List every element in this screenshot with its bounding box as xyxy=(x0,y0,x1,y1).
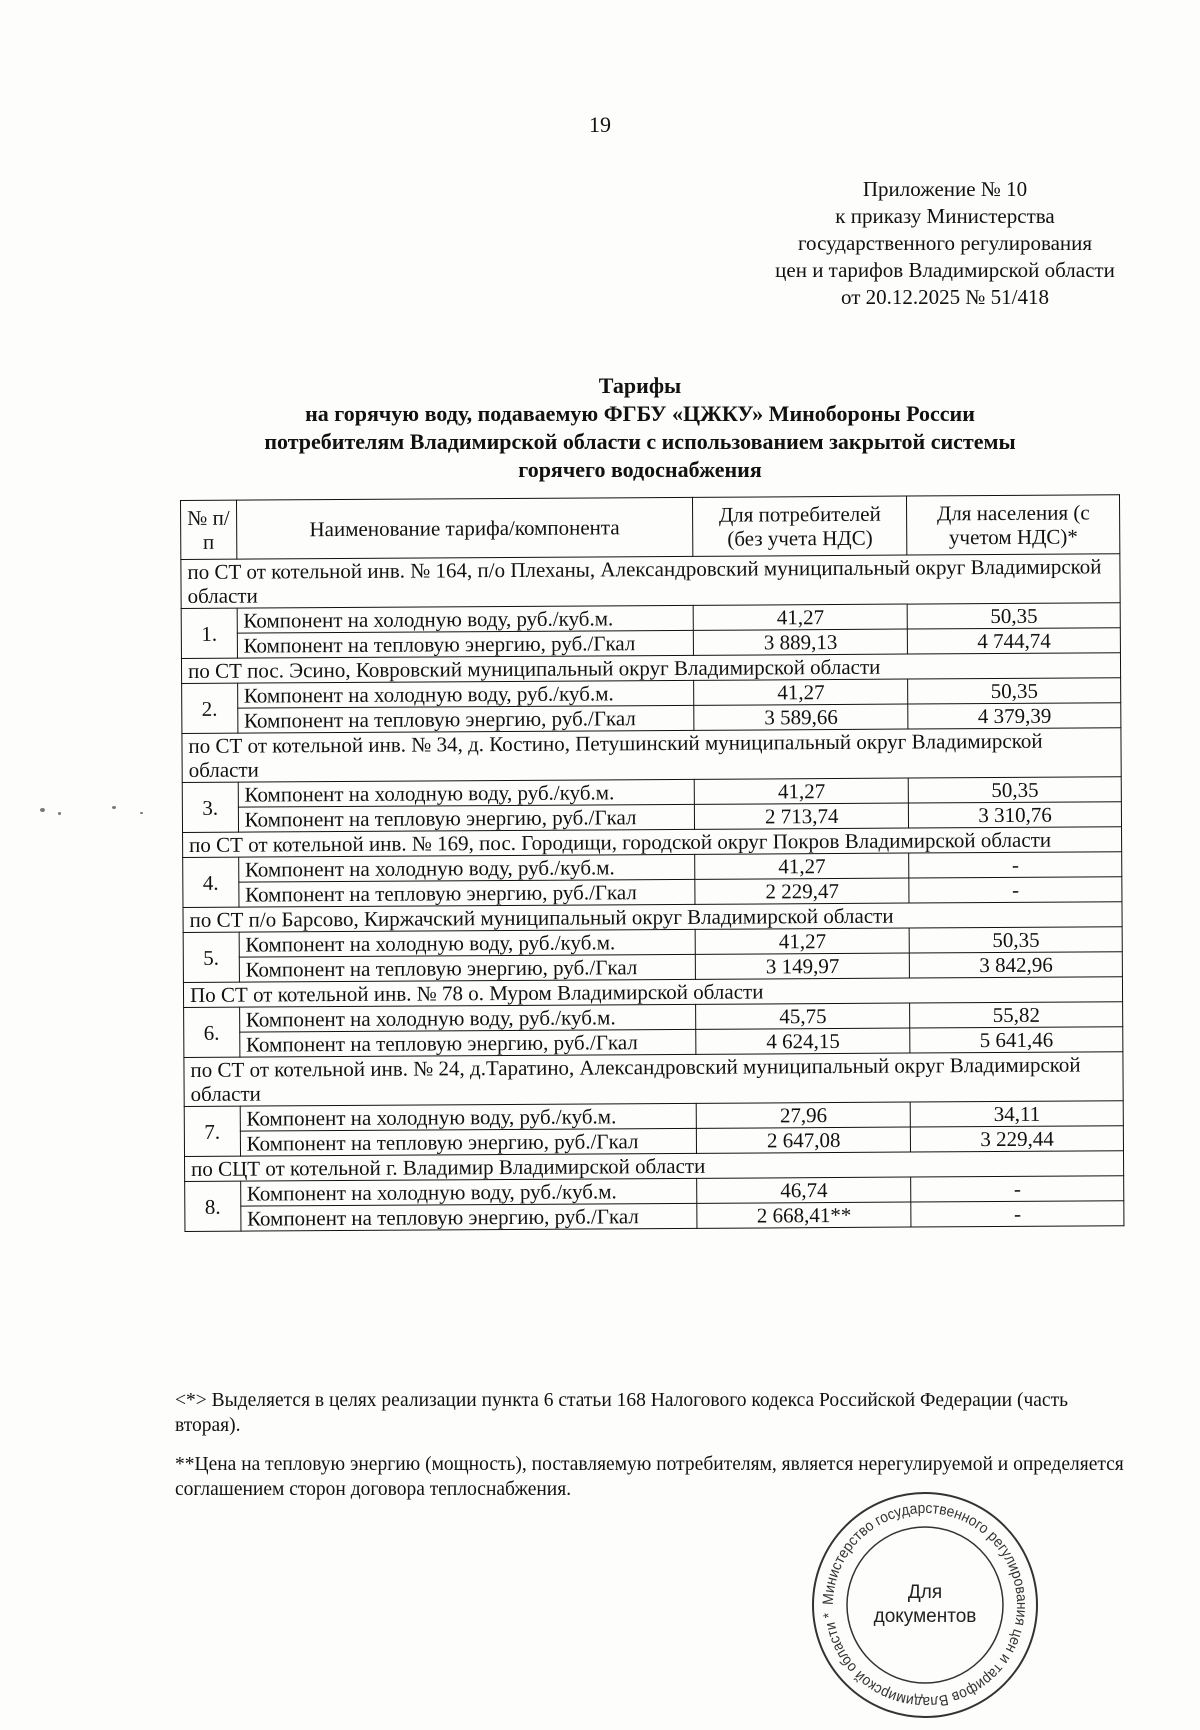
population-value: 34,11 xyxy=(911,1101,1124,1127)
section-title: по СТ п/о Барсово, Киржачский муниципальный округ Владимирской области xyxy=(183,902,1122,933)
stamp xyxy=(805,1485,1045,1725)
component-name: Компонент на холодную воду, руб./куб.м. xyxy=(238,854,695,882)
component-name: Компонент на холодную воду, руб./куб.м. xyxy=(237,605,694,633)
stamp-ring-text: Министерство государственного регулирования цен и тарифов Владимирской области * xyxy=(819,1499,1031,1711)
population-value: - xyxy=(911,1201,1124,1227)
component-name: Компонент на холодную воду, руб./куб.м. xyxy=(240,1103,697,1131)
row-number: 1. xyxy=(181,608,237,658)
stamp-line: документов xyxy=(873,1606,977,1627)
section-title: по СТ от котельной инв. № 24, д.Таратино, Александровский муниципальный округ Владимирской области xyxy=(184,1052,1123,1107)
tariff-table xyxy=(180,494,1124,1232)
population-value: 55,82 xyxy=(910,1002,1123,1028)
header-num: № п/п xyxy=(181,500,237,559)
population-value: 3 310,76 xyxy=(909,802,1122,828)
table-body xyxy=(181,554,1124,1232)
consumers-value: 41,27 xyxy=(695,853,909,879)
consumers-value: 45,75 xyxy=(696,1003,910,1029)
consumers-value: 27,96 xyxy=(696,1102,910,1128)
footnote: <*> Выделяется в целях реализации пункта 6 статьи 168 Налогового кодекса Российской Федерации (часть вторая). xyxy=(175,1390,1069,1436)
scan-speck xyxy=(40,808,45,812)
consumers-value: 41,27 xyxy=(694,679,908,705)
consumers-value: 2 229,47 xyxy=(695,878,909,904)
population-value: 4 744,74 xyxy=(908,628,1121,654)
title-line: Тарифы xyxy=(598,373,682,398)
component-name: Компонент на холодную воду, руб./куб.м. xyxy=(238,779,695,807)
component-name: Компонент на тепловую энергию, руб./Гкал xyxy=(239,1029,696,1057)
table-header-row xyxy=(181,495,1120,560)
appendix-block xyxy=(720,176,1170,311)
component-name: Компонент на тепловую энергию, руб./Гкал xyxy=(237,630,694,658)
component-name: Компонент на тепловую энергию, руб./Гкал xyxy=(237,705,694,733)
header-name: Наименование тарифа/компонента xyxy=(236,497,693,559)
component-name: Компонент на холодную воду, руб./куб.м. xyxy=(237,680,694,708)
table-row xyxy=(185,1201,1124,1232)
component-name: Компонент на тепловую энергию, руб./Гкал xyxy=(238,804,695,832)
section-title: По СТ от котельной инв. № 78 о. Муром Владимирской области xyxy=(183,977,1122,1008)
scan-speck xyxy=(140,812,143,814)
title-line: горячего водоснабжения xyxy=(518,457,762,482)
population-value: - xyxy=(911,1176,1124,1202)
component-name: Компонент на холодную воду, руб./куб.м. xyxy=(239,929,696,957)
population-value: 3 842,96 xyxy=(910,952,1123,978)
population-value: 4 379,39 xyxy=(908,703,1121,729)
consumers-value: 3 149,97 xyxy=(695,953,909,979)
row-number: 2. xyxy=(182,683,238,733)
component-name: Компонент на тепловую энергию, руб./Гкал xyxy=(240,1128,697,1156)
row-number: 6. xyxy=(184,1007,240,1057)
row-number: 4. xyxy=(183,857,239,907)
section-row xyxy=(182,728,1121,783)
scan-speck xyxy=(112,806,116,809)
consumers-value: 2 713,74 xyxy=(694,803,908,829)
component-name: Компонент на тепловую энергию, руб./Гкал xyxy=(240,1203,697,1231)
population-value: 50,35 xyxy=(909,777,1122,803)
consumers-value: 3 589,66 xyxy=(694,704,908,730)
row-number: 5. xyxy=(183,932,239,982)
consumers-value: 3 889,13 xyxy=(693,629,907,655)
appendix-line: Приложение № 10 xyxy=(862,177,1028,201)
population-value: 5 641,46 xyxy=(910,1027,1123,1053)
consumers-value: 46,74 xyxy=(697,1177,911,1203)
section-row xyxy=(184,1052,1123,1107)
component-name: Компонент на холодную воду, руб./куб.м. xyxy=(239,1004,696,1032)
component-name: Компонент на тепловую энергию, руб./Гкал xyxy=(239,954,696,982)
title-line: на горячую воду, подаваемую ФГБУ «ЦЖКУ» Минобороны России xyxy=(305,401,975,426)
stamp-center-text xyxy=(805,1581,1045,1629)
row-number: 3. xyxy=(182,782,238,832)
component-name: Компонент на холодную воду, руб./куб.м. xyxy=(240,1178,697,1206)
section-title: по СТ пос. Эсино, Ковровский муниципальный округ Владимирской области xyxy=(181,653,1120,684)
consumers-value: 2 647,08 xyxy=(696,1127,910,1153)
population-value: - xyxy=(909,852,1122,878)
population-value: 50,35 xyxy=(910,927,1123,953)
section-row xyxy=(181,554,1120,609)
consumers-value: 41,27 xyxy=(694,778,908,804)
consumers-value: 4 624,15 xyxy=(696,1028,910,1054)
stamp-line: Для xyxy=(907,1582,943,1603)
appendix-line: цен и тарифов Владимирской области xyxy=(775,258,1115,282)
population-value: 3 229,44 xyxy=(911,1126,1124,1152)
consumers-value: 41,27 xyxy=(695,928,909,954)
section-title: по СТ от котельной инв. № 34, д. Костино, Петушинский муниципальный округ Владимирской области xyxy=(182,728,1121,783)
footnote: **Цена на тепловую энергию (мощность), поставляемую потребителям, является нерегулируемой и определяется соглашением сторон договора теплоснабжения. xyxy=(175,1454,1124,1500)
component-name: Компонент на тепловую энергию, руб./Гкал xyxy=(238,879,695,907)
title-line: потребителям Владимирской области с использованием закрытой системы xyxy=(264,429,1016,454)
population-value: - xyxy=(909,877,1122,903)
appendix-line: к приказу Министерства xyxy=(835,204,1055,228)
header-consumers: Для потребителей (без учета НДС) xyxy=(693,496,908,556)
population-value: 50,35 xyxy=(908,603,1121,629)
row-number: 8. xyxy=(185,1181,241,1231)
document-title xyxy=(200,372,1080,484)
population-value: 50,35 xyxy=(908,678,1121,704)
row-number: 7. xyxy=(184,1106,240,1156)
appendix-line: государственного регулирования xyxy=(797,231,1093,255)
section-title: по СЦТ от котельной г. Владимир Владимирской области xyxy=(185,1151,1124,1182)
consumers-value: 2 668,41** xyxy=(697,1202,911,1228)
scan-speck xyxy=(58,812,61,815)
page-number: 19 xyxy=(589,112,611,137)
section-title: по СТ от котельной инв. № 164, п/о Плеханы, Александровский муниципальный округ Владимирской области xyxy=(181,554,1120,609)
header-population: Для населения (с учетом НДС)* xyxy=(907,495,1120,555)
appendix-line: от 20.12.2025 № 51/418 xyxy=(840,285,1050,309)
section-title: по СТ от котельной инв. № 169, пос. Городищи, городской округ Покров Владимирской области xyxy=(183,827,1122,858)
consumers-value: 41,27 xyxy=(693,604,907,630)
